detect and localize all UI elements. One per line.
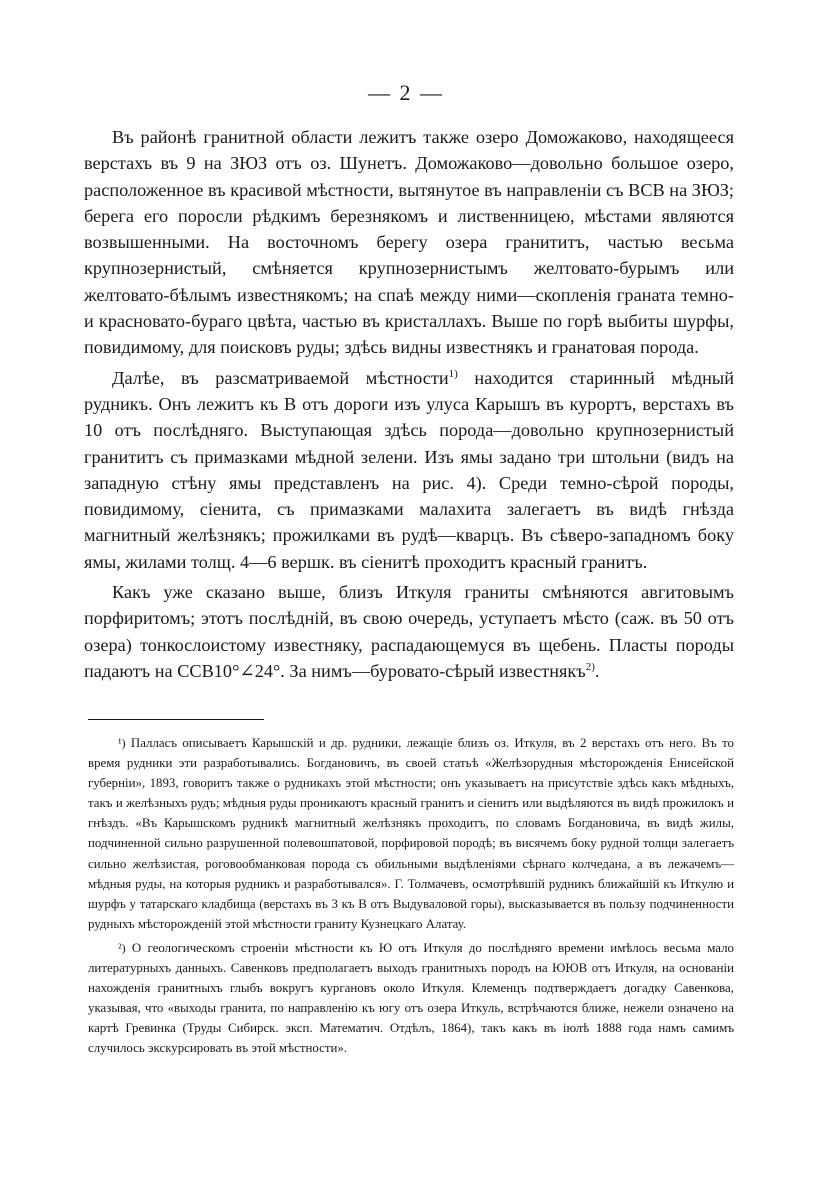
main-text	[84, 124, 734, 684]
footnote-1	[88, 733, 734, 934]
paragraph-text: Какъ уже сказано выше, близъ Иткуля граниты смѣняются авгитовымъ порфиритомъ; этотъ послѣдній, въ свою очередь, уступаетъ мѣсто (саж. въ 50 отъ озера) тонкослоистому известняку, распадающемуся въ щебень. Пласты породы падаютъ на ССВ10°∠24°. За нимъ—буровато-сѣрый известнякъ	[84, 582, 734, 681]
footnote-mark: ¹)	[118, 736, 126, 750]
paragraph-text: Въ районѣ гранитной области лежитъ также озеро Доможаково, находящееся верстахъ въ 9 на ЗЮЗ отъ оз. Шунетъ. Доможаково—довольно большое озеро, расположенное въ красивой мѣстности, вытянутое въ направленіи съ ВСВ на ЗЮЗ; берега его поросли рѣдкимъ березнякомъ и лиственницею, мѣстами являются возвышенными. На восточномъ берегу озера гранититъ, частью весьма крупнозернистый, смѣняется крупнозернистымъ желтовато-бурымъ или желтовато-бѣлымъ известнякомъ; на спаѣ между ними—скопленія граната темно- и красновато-бураго цвѣта, частью въ кристаллахъ. Выше по горѣ выбиты шурфы, повидимому, для поисковъ руды; здѣсь видны известнякъ и гранатовая порода.	[84, 127, 734, 358]
paragraph-itkul-granites	[84, 579, 734, 684]
paragraph-text: находится старинный мѣдный рудникъ. Онъ лежитъ къ В отъ дороги изъ улуса Карышъ въ курортъ, верстахъ въ 10 отъ послѣдняго. Выступающая здѣсь порода—довольно крупнозернистый гранититъ съ примазками мѣдной зелени. Изъ ямы задано три штольни (видъ на западную стѣну ямы представленъ на рис. 4). Среди темно-сѣрой породы, повидимому, сіенита, съ примазками малахита залегаетъ въ видѣ гнѣзда магнитный желѣзнякъ; прожилками въ рудѣ—кварцъ. Въ сѣверо-западномъ боку ямы, жилами толщ. 4—6 вершк. въ сіенитѣ проходитъ красный гранитъ.	[84, 367, 734, 572]
page-number: — 2 —	[368, 80, 444, 105]
footnotes	[88, 733, 734, 1059]
paragraph-text: Далѣе, въ разсматриваемой мѣстности	[112, 367, 449, 388]
footnote-text: О геологическомъ строеніи мѣстности къ Ю отъ Иткуля до послѣдняго времени имѣлось весьма мало литературныхъ данныхъ. Савенковъ предполагаетъ выходъ гранитныхъ породъ на ЮЮВ отъ Иткуля, на основаніи нахожденія гранитныхъ глыбъ вокругъ кургановъ около Иткуля. Клеменцъ подтверждаетъ догадку Савенкова, указывая, что «выходы гранита, по направленію къ югу отъ озера Иткуль, встрѣчаются ближе, нежели означено на картѣ Гревинка (Труды Сибирск. эксп. Математич. Отдѣлъ, 1864), такъ какъ въ іюлѣ 1888 года намъ самимъ случилось экскурсировать въ этой мѣстности».	[88, 940, 734, 1056]
footnote-text: Палласъ описываетъ Карышскій и др. рудники, лежащіе близъ оз. Иткуля, въ 2 верстахъ отъ него. Въ то время рудники эти разработывались. Богдановичъ, въ своей статьѣ «Желѣзорудныя мѣсторожденія Енисейской губерніи», 1893, говоритъ также о рудникахъ этой мѣстности; онъ указываетъ на присутствіе здѣсь какъ мѣдныхъ, такъ и желѣзныхъ рудъ; мѣдныя руды проникаютъ красный гранитъ и сіенитъ или выдѣляются въ видѣ прожилокъ и гнѣздъ. «Въ Карышскомъ рудникѣ магнитный желѣзнякъ проходитъ, по словамъ Богдановича, въ видѣ жилы, подчиненной сильно разрушенной полевошпатовой, порфировой породѣ; въ висячемъ боку рудной толщи залегаетъ сильно желѣзистая, роговообманковая порода съ обильными выдѣленіями сѣрнаго колчедана, а въ лежачемъ—мѣдныя руды, на которыя рудникъ и разработывался». Г. Толмачевъ, осмотрѣвшій рудникъ ближайшій къ Иткулю и шурфъ у татарскаго кладбища (верстахъ въ 3 къ В отъ Выдуваловой горы), высказывается въ пользу подчиненности рудныхъ мѣсторожденій этой мѣстности граниту Кузнецкаго Алатау.	[88, 736, 734, 931]
footnote-divider	[88, 719, 264, 720]
paragraph-text: .	[594, 660, 600, 681]
footnote-ref-1: 1)	[448, 367, 458, 380]
paragraph-domozhakovo	[84, 124, 734, 361]
footnote-ref-2: 2)	[585, 660, 595, 673]
footnote-2	[88, 938, 734, 1059]
footnote-mark: ²)	[118, 940, 126, 955]
paragraph-copper-mine	[84, 365, 734, 575]
